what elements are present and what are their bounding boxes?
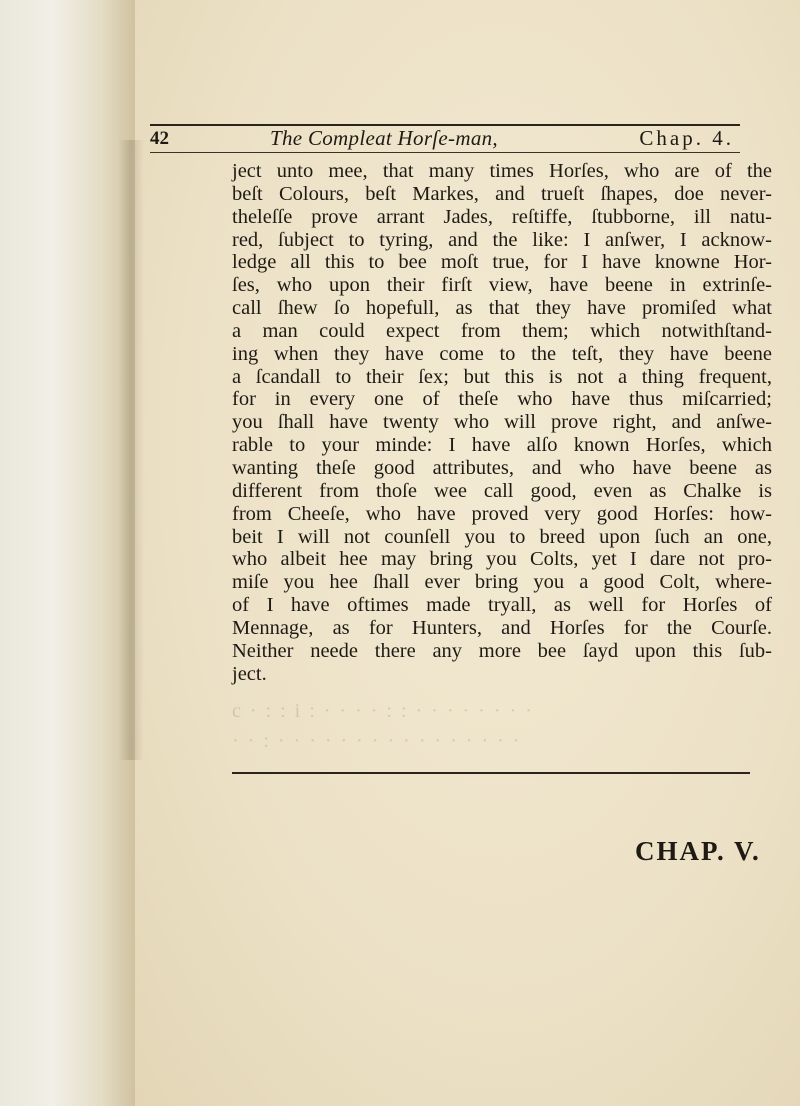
bleed-through-text: c · : : i : · · · · : : · · · · · · · · bbox=[232, 700, 534, 722]
text-line: ing when they have come to the teſt, they have beene bbox=[232, 342, 772, 365]
running-title: The Compleat Horſe-man, bbox=[270, 126, 498, 150]
text-line: Mennage, as for Hunters, and Horſes for the Courſe. bbox=[232, 616, 772, 639]
text-line: from Cheeſe, who have proved very good Horſes: how- bbox=[232, 502, 772, 525]
text-line: call ſhew ſo hopefull, as that they have promiſed what bbox=[232, 297, 772, 320]
binding-shadow bbox=[118, 140, 144, 760]
text-line: beit I will not counſell you to breed upon ſuch an one, bbox=[232, 525, 772, 548]
text-line: different from thoſe wee call good, even as Chalke is bbox=[232, 479, 772, 502]
text-line: ject unto mee, that many times Horſes, who are of the bbox=[232, 160, 772, 182]
body-paragraph bbox=[232, 160, 772, 685]
text-line: of I have oftimes made tryall, as well for Horſes of bbox=[232, 594, 772, 617]
chapter-reference: Chap. 4. bbox=[639, 126, 734, 150]
bleed-through-text: · · : · · · · · · · · · · · · · · · · bbox=[232, 730, 522, 752]
text-line: ſes, who upon their firſt view, have beene in extrinſe- bbox=[232, 274, 772, 297]
text-line: miſe you hee ſhall ever bring you a good Colt, where- bbox=[232, 571, 772, 594]
text-line: red, ſubject to tyring, and the like: I anſwer, I acknow- bbox=[232, 228, 772, 251]
text-line: who albeit hee may bring you Colts, yet I dare not pro- bbox=[232, 548, 772, 571]
text-line: a man could expect from them; which notwithſtand- bbox=[232, 319, 772, 342]
text-line: you ſhall have twenty who will prove right, and anſwe- bbox=[232, 411, 772, 434]
text-line: for in every one of theſe who have thus miſcarried; bbox=[232, 388, 772, 411]
running-header bbox=[150, 124, 740, 152]
text-line: wanting theſe good attributes, and who have beene as bbox=[232, 456, 772, 479]
scan-margin bbox=[0, 0, 135, 1106]
text-line: a ſcandall to their ſex; but this is not a thing frequent, bbox=[232, 365, 772, 388]
chapter-end-rule bbox=[232, 772, 750, 774]
next-chapter-heading: CHAP. V. bbox=[635, 836, 761, 866]
text-line: theleſſe prove arrant Jades, reſtiffe, ſtubborne, ill natu- bbox=[232, 205, 772, 228]
header-bottom-rule bbox=[150, 152, 740, 153]
text-line: beſt Colours, beſt Markes, and trueſt ſhapes, doe never- bbox=[232, 182, 772, 205]
text-line: ledge all this to bee moſt true, for I have knowne Hor- bbox=[232, 251, 772, 274]
text-line: Neither neede there any more bee ſayd upon this ſub- bbox=[232, 639, 772, 662]
text-line: ject. bbox=[232, 662, 267, 685]
page-number: 42 bbox=[150, 128, 169, 149]
text-line: rable to your minde: I have alſo known Horſes, which bbox=[232, 434, 772, 457]
